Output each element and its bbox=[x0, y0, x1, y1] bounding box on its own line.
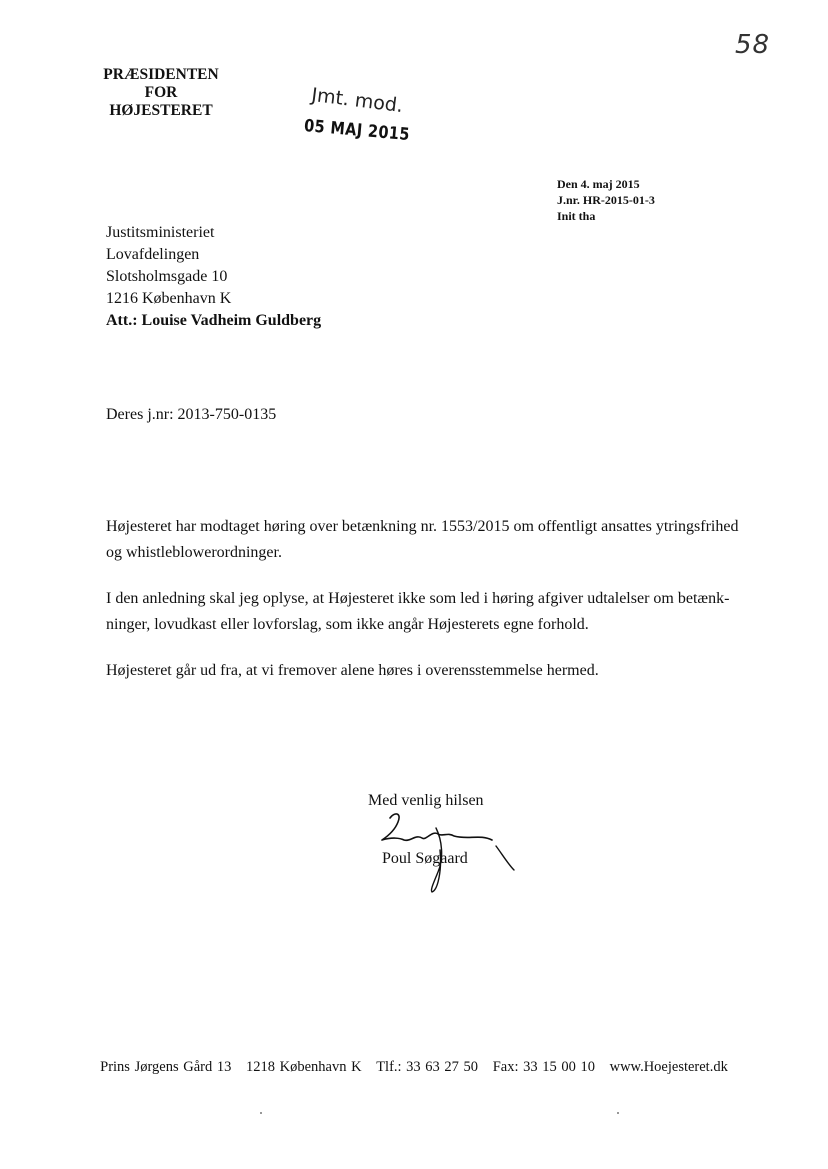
letter-metadata bbox=[557, 176, 655, 224]
recipient-line: 1216 København K bbox=[106, 290, 232, 307]
footer-address: Prins Jørgens Gård 13 bbox=[100, 1059, 232, 1075]
footer-fax: Fax: 33 15 00 10 bbox=[492, 1059, 595, 1075]
received-date-stamp: 05 MAJ 2015 bbox=[303, 116, 411, 146]
letterhead-line-3: HØJESTERET bbox=[109, 102, 213, 119]
letterhead-line-2: FOR bbox=[144, 84, 178, 101]
letter-date: Den 4. maj 2015 bbox=[557, 177, 640, 191]
recipient-line: Slotsholmsgade 10 bbox=[106, 268, 228, 285]
reference-number: Deres j.nr: 2013-750-0135 bbox=[106, 406, 277, 423]
recipient-line: Lovafdelingen bbox=[106, 246, 200, 263]
scan-speck bbox=[260, 1112, 262, 1114]
body-paragraph: Højesteret går ud fra, at vi fremover alene høres i overensstemmelse hermed. bbox=[106, 662, 599, 679]
signer-name: Poul Søgaard bbox=[382, 850, 468, 867]
journal-number: J.nr. HR-2015-01-3 bbox=[557, 193, 655, 207]
recipient-attention: Att.: Louise Vadheim Guldberg bbox=[106, 312, 322, 329]
footer-city: 1218 København K bbox=[245, 1059, 362, 1075]
scan-speck bbox=[617, 1112, 619, 1114]
footer-website: www.Hoejesteret.dk bbox=[609, 1059, 728, 1075]
recipient-line: Justitsministeriet bbox=[106, 224, 215, 241]
received-note-handwriting: Jmt. mod. bbox=[310, 84, 405, 118]
closing-salutation: Med venlig hilsen bbox=[368, 792, 484, 809]
body-paragraph: Højesteret har modtaget høring over betænkning nr. 1553/2015 om offentligt ansattes ytringsfrihed og whistleblowerordninger. bbox=[106, 518, 739, 561]
letterhead bbox=[98, 66, 224, 120]
letterhead-line-1: PRÆSIDENTEN bbox=[103, 66, 219, 83]
body-paragraph: I den anledning skal jeg oplyse, at Højesteret ikke som led i høring afgiver udtalelser om betænk-ninger, lovudkast eller lovforslag, som ikke angår Højesterets egne forhold. bbox=[106, 590, 730, 633]
initials: Init tha bbox=[557, 209, 596, 223]
footer-contact bbox=[0, 1059, 828, 1076]
footer-phone: Tlf.: 33 63 27 50 bbox=[376, 1059, 479, 1075]
letter-body bbox=[106, 514, 756, 704]
recipient-address bbox=[106, 222, 321, 332]
handwritten-page-number: 58 bbox=[735, 30, 771, 60]
